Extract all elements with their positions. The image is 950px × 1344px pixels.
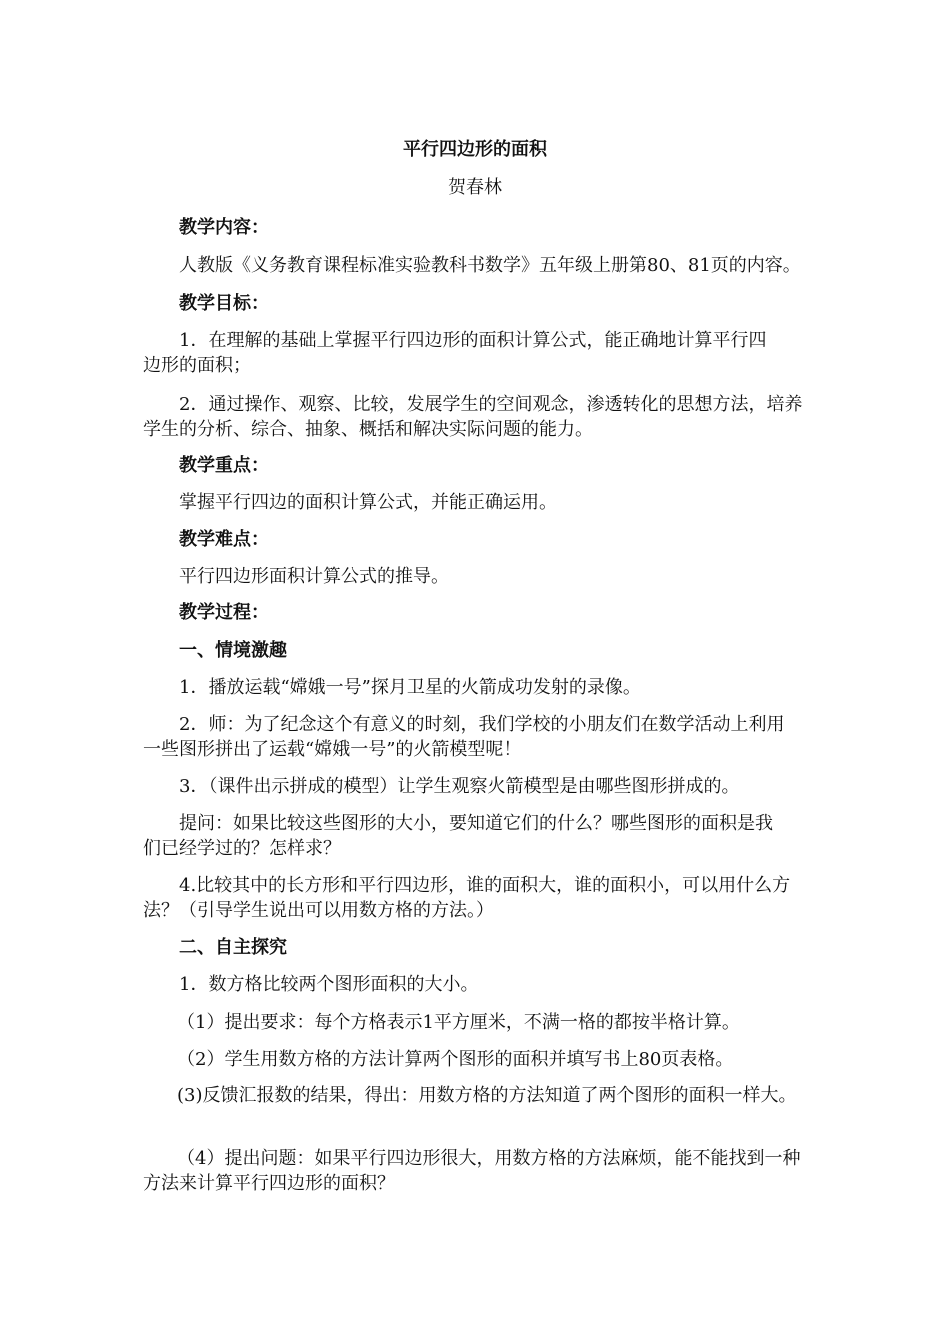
part-1-question-line-1: 提问：如果比较这些图形的大小，要知道它们的什么？哪些图形的面积是我	[179, 813, 773, 834]
part-1-heading: 一、情境激趣	[179, 640, 287, 661]
part-2-sub-4-line-2: 方法来计算平行四边形的面积？	[143, 1173, 395, 1194]
part-2-sub-1: （1）提出要求：每个方格表示1平方厘米，不满一格的都按半格计算。	[177, 1012, 740, 1033]
goal-2-line-2: 学生的分析、综合、抽象、概括和解决实际问题的能力。	[143, 419, 593, 440]
difficulty-heading: 教学难点：	[179, 529, 269, 550]
part-1-item-2-line-1: 2．师：为了纪念这个有意义的时刻，我们学校的小朋友们在数学活动上利用	[179, 714, 785, 735]
part-2-sub-3: (3)反馈汇报数的结果，得出：用数方格的方法知道了两个图形的面积一样大。	[177, 1085, 797, 1106]
part-2-heading: 二、自主探究	[179, 937, 287, 958]
part-1-item-4-line-1: 4.比较其中的长方形和平行四边形，谁的面积大，谁的面积小，可以用什么方	[179, 875, 791, 896]
goal-2-line-1: 2．通过操作、观察、比较，发展学生的空间观念，渗透转化的思想方法，培养	[179, 394, 803, 415]
goal-1-line-2: 边形的面积；	[143, 355, 251, 376]
part-1-item-1: 1．播放运载“嫦娥一号”探月卫星的火箭成功发射的录像。	[179, 677, 641, 698]
page-title: 平行四边形的面积	[403, 139, 547, 160]
part-2-item-1: 1．数方格比较两个图形面积的大小。	[179, 974, 479, 995]
goals-heading: 教学目标：	[179, 293, 269, 314]
content-text: 人教版《义务教育课程标准实验教科书数学》五年级上册第80、81页的内容。	[179, 255, 801, 276]
key-text: 掌握平行四边的面积计算公式，并能正确运用。	[179, 492, 557, 513]
part-1-item-3: 3．（课件出示拼成的模型）让学生观察火箭模型是由哪些图形拼成的。	[179, 776, 740, 797]
content-heading: 教学内容：	[179, 217, 269, 238]
part-1-question-line-2: 们已经学过的？怎样求？	[143, 838, 341, 859]
process-heading: 教学过程：	[179, 602, 269, 623]
part-2-sub-2: （2）学生用数方格的方法计算两个图形的面积并填写书上80页表格。	[177, 1049, 734, 1070]
author-name: 贺春林	[448, 177, 502, 198]
difficulty-text: 平行四边形面积计算公式的推导。	[179, 566, 449, 587]
part-1-item-2-line-2: 一些图形拼出了运载“嫦娥一号”的火箭模型呢！	[143, 739, 522, 760]
key-heading: 教学重点：	[179, 455, 269, 476]
part-1-item-4-line-2: 法？（引导学生说出可以用数方格的方法。）	[143, 900, 494, 921]
goal-1-line-1: 1．在理解的基础上掌握平行四边形的面积计算公式，能正确地计算平行四	[179, 330, 767, 351]
part-2-sub-4-line-1: （4）提出问题：如果平行四边形很大，用数方格的方法麻烦，能不能找到一种	[177, 1148, 801, 1169]
